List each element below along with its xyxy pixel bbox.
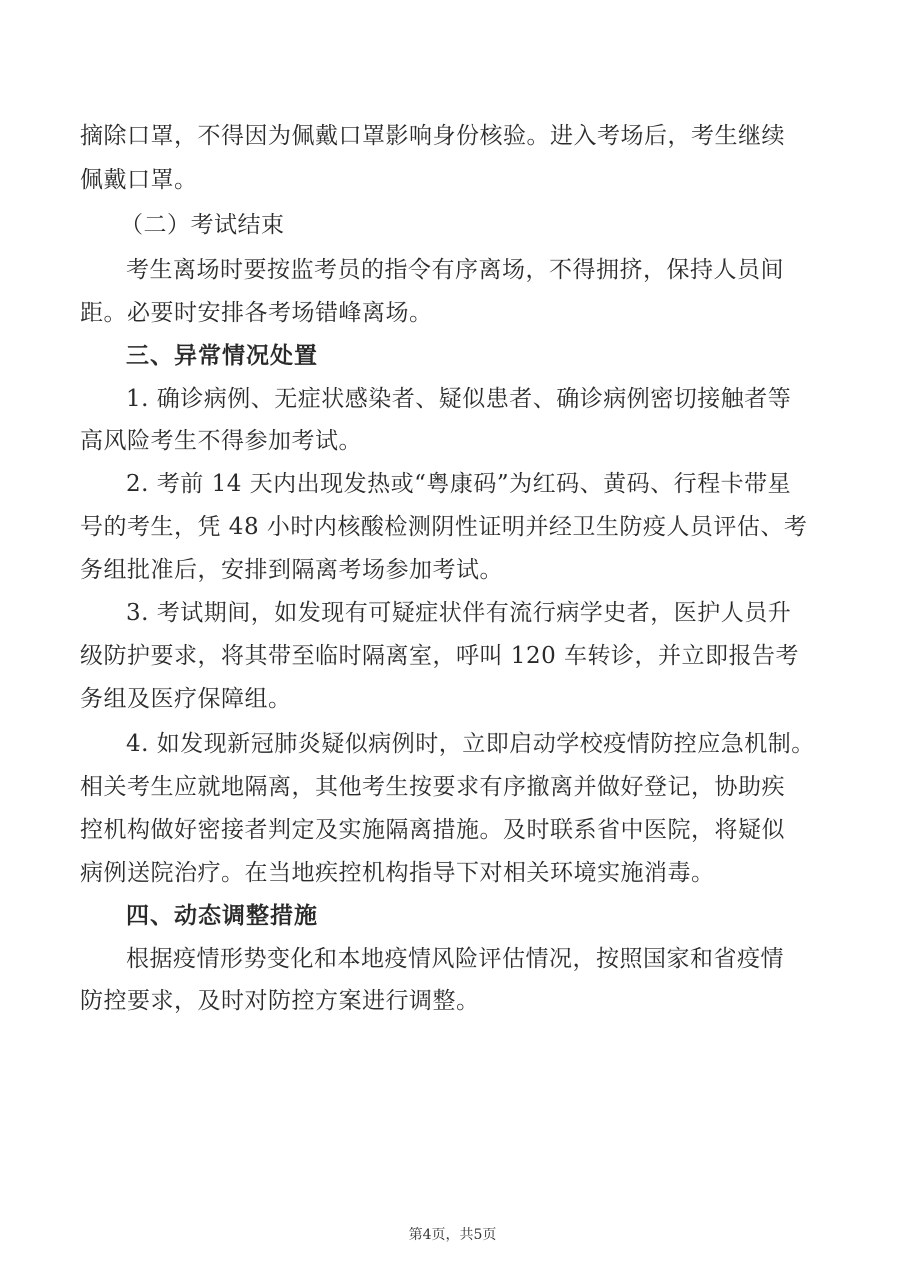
paragraph-line: 控机构做好密接者判定及实施隔离措施。及时联系省中医院，将疑似 <box>80 817 785 843</box>
paragraph-line: 根据疫情形势变化和本地疫情风险评估情况，按照国家和省疫情 <box>126 946 784 972</box>
paragraph-line: 病例送院治疗。在当地疾控机构指导下对相关环境实施消毒。 <box>80 860 715 886</box>
paragraph-line: 考生离场时要按监考员的指令有序离场，不得拥挤，保持人员间 <box>126 257 784 283</box>
paragraph-line: 佩戴口罩。 <box>80 167 198 193</box>
paragraph-line: 1. 确诊病例、无症状感染者、疑似患者、确诊病例密切接触者等 <box>126 386 792 412</box>
paragraph-line: 4. 如发现新冠肺炎疑似病例时，立即启动学校疫情防控应急机制。 <box>126 731 815 757</box>
paragraph-line: 号的考生，凭 48 小时内核酸检测阴性证明并经卫生防疫人员评估、考 <box>80 514 808 540</box>
paragraph-line: 相关考生应就地隔离，其他考生按要求有序撤离并做好登记，协助疾 <box>80 774 785 800</box>
paragraph-line: 摘除口罩，不得因为佩戴口罩影响身份核验。进入考场后，考生继续 <box>80 123 785 149</box>
page-number-footer: 第4页，共5页 <box>408 1227 497 1243</box>
paragraph-line: 务组批准后，安排到隔离考场参加考试。 <box>80 557 503 583</box>
section-heading: 三、异常情况处置 <box>126 343 318 369</box>
paragraph-line: 防控要求，及时对防控方案进行调整。 <box>80 988 480 1014</box>
paragraph-line: 高风险考生不得参加考试。 <box>80 428 362 454</box>
subsection-heading: （二）考试结束 <box>120 212 285 238</box>
paragraph-line: 级防护要求，将其带至临时隔离室，呼叫 120 车转诊，并立即报告考 <box>80 643 800 669</box>
paragraph-line: 距。必要时安排各考场错峰离场。 <box>80 300 433 326</box>
paragraph-line: 2. 考前 14 天内出现发热或“粤康码”为红码、黄码、行程卡带星 <box>126 471 792 497</box>
paragraph-line: 务组及医疗保障组。 <box>80 686 292 712</box>
section-heading: 四、动态调整措施 <box>126 903 318 929</box>
paragraph-line: 3. 考试期间，如发现有可疑症状伴有流行病学史者，医护人员升 <box>126 600 792 626</box>
